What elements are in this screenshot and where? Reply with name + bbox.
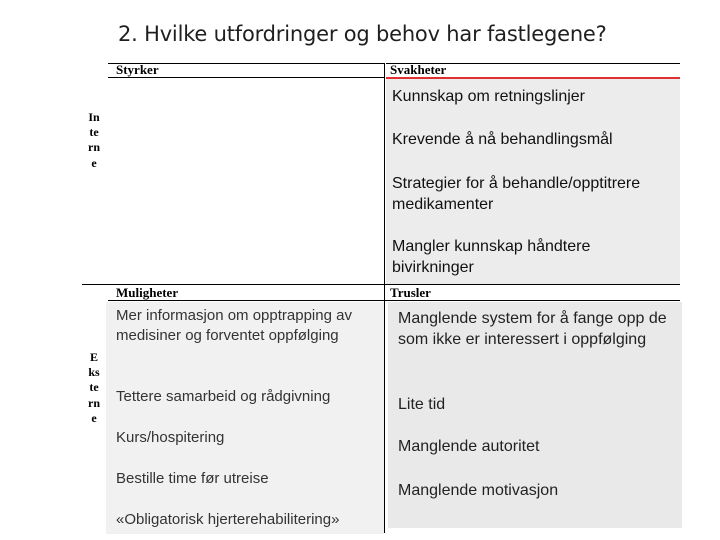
threat-item: Lite tid bbox=[398, 396, 446, 413]
threat-item: Manglende system for å fange opp de som ikke er interessert i oppfølging bbox=[398, 310, 667, 348]
internal-side-label: Interne bbox=[88, 110, 100, 170]
threat-item: Manglende motivasjon bbox=[398, 482, 559, 499]
weaknesses-header: Svakheter bbox=[390, 62, 447, 77]
weakness-item: Kunnskap om retningslinjer bbox=[392, 88, 585, 105]
threats-box bbox=[388, 302, 682, 528]
external-side-label: Eksterne bbox=[88, 350, 100, 425]
weakness-item: Krevende å nå behandlingsmål bbox=[392, 131, 613, 148]
weakness-item: Mangler kunnskap håndtere bivirkninger bbox=[392, 238, 591, 276]
center-divider bbox=[384, 63, 385, 533]
strengths-header: Styrker bbox=[116, 62, 159, 77]
opportunity-item: Kurs/hospitering bbox=[116, 429, 225, 446]
opportunity-item: Bestille time før utreise bbox=[116, 470, 269, 487]
opportunity-item: Tettere samarbeid og rådgivning bbox=[116, 388, 331, 405]
opportunity-item: Mer informasjon om opptrapping av medisiner og forventet oppfølging bbox=[116, 307, 352, 344]
weakness-item: Strategier for å behandle/opptitrere medikamenter bbox=[392, 175, 641, 213]
threats-header: Trusler bbox=[390, 285, 431, 300]
threat-item: Manglende autoritet bbox=[398, 438, 540, 455]
opportunities-box bbox=[106, 302, 384, 534]
weaknesses-box bbox=[386, 79, 680, 284]
opportunity-item: «Obligatorisk hjerterehabilitering» bbox=[116, 511, 340, 528]
left-stub-rule bbox=[82, 284, 108, 285]
slide-title: 2. Hvilke utfordringer og behov har fastlegene? bbox=[118, 22, 607, 46]
opportunities-header: Muligheter bbox=[116, 285, 179, 300]
